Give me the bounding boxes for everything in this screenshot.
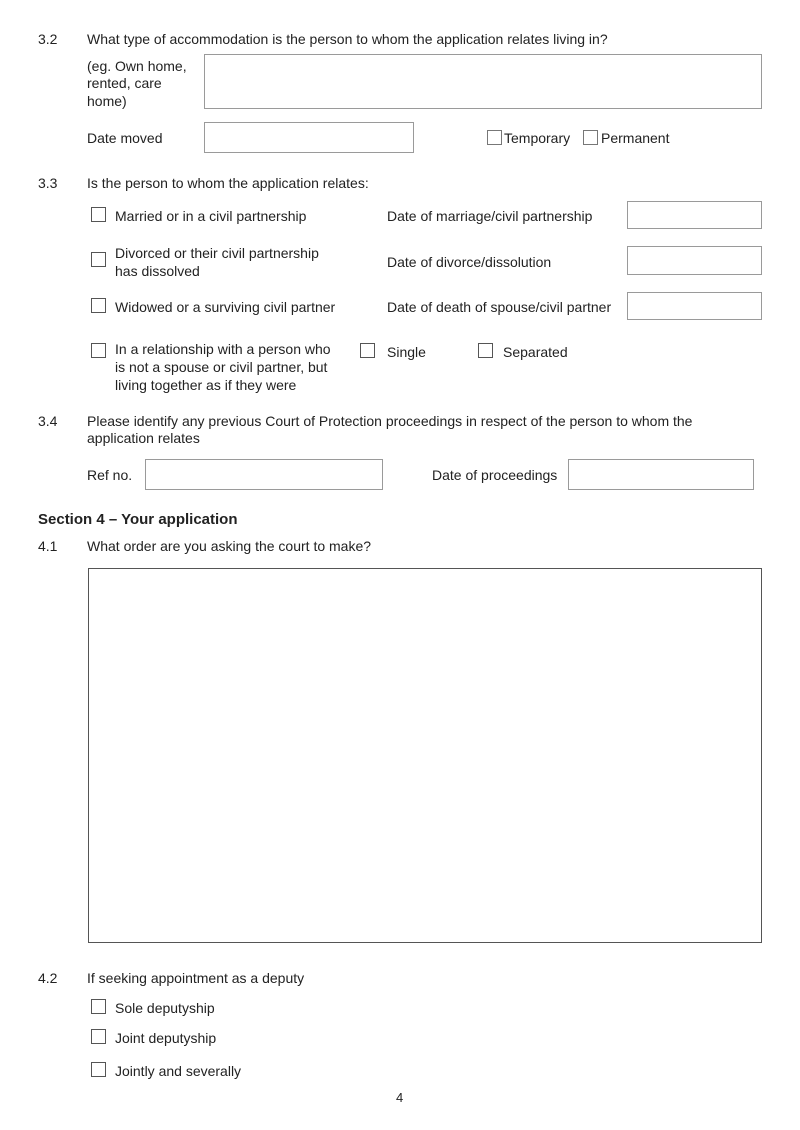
accommodation-field[interactable] bbox=[204, 54, 762, 109]
divorce-date-field[interactable] bbox=[627, 246, 762, 275]
q34-question-line2: application relates bbox=[87, 430, 200, 446]
q32-hint-line1: (eg. Own home, bbox=[87, 58, 187, 74]
date-moved-label: Date moved bbox=[87, 130, 163, 146]
relationship-label-line3: living together as if they were bbox=[115, 377, 297, 393]
q41-question: What order are you asking the court to make? bbox=[87, 538, 372, 554]
separated-label: Separated bbox=[503, 344, 568, 360]
divorced-label-line1: Divorced or their civil partnership bbox=[115, 245, 319, 261]
sole-deputyship-checkbox[interactable] bbox=[91, 999, 106, 1014]
married-label: Married or in a civil partnership bbox=[115, 208, 307, 224]
relationship-checkbox[interactable] bbox=[91, 343, 106, 358]
single-checkbox[interactable] bbox=[360, 343, 375, 358]
q34-number: 3.4 bbox=[38, 413, 58, 429]
date-moved-field[interactable] bbox=[204, 122, 414, 153]
proceedings-date-label: Date of proceedings bbox=[432, 467, 558, 483]
permanent-checkbox[interactable] bbox=[583, 130, 598, 145]
q33-number: 3.3 bbox=[38, 175, 58, 191]
q34-question-line1: Please identify any previous Court of Protection proceedings in respect of the person to whom the bbox=[87, 413, 693, 429]
joint-deputyship-label: Joint deputyship bbox=[115, 1030, 217, 1046]
q33-question: Is the person to whom the application relates: bbox=[87, 175, 369, 191]
order-requested-field[interactable] bbox=[88, 568, 762, 943]
single-label: Single bbox=[387, 344, 426, 360]
divorce-date-label: Date of divorce/dissolution bbox=[387, 254, 552, 270]
q42-number: 4.2 bbox=[38, 970, 58, 986]
death-date-label: Date of death of spouse/civil partner bbox=[387, 299, 612, 315]
death-date-field[interactable] bbox=[627, 292, 762, 320]
q41-number: 4.1 bbox=[38, 538, 58, 554]
q32-hint-line2: rented, care bbox=[87, 75, 162, 91]
q42-question: If seeking appointment as a deputy bbox=[87, 970, 305, 986]
q32-question: What type of accommodation is the person to whom the application relates living in? bbox=[87, 31, 608, 47]
widowed-checkbox[interactable] bbox=[91, 298, 106, 313]
page-number: 4 bbox=[396, 1090, 404, 1105]
marriage-date-label: Date of marriage/civil partnership bbox=[387, 208, 593, 224]
temporary-label: Temporary bbox=[504, 130, 571, 146]
relationship-label-line2: is not a spouse or civil partner, but bbox=[115, 359, 328, 375]
permanent-label: Permanent bbox=[601, 130, 670, 146]
divorced-checkbox[interactable] bbox=[91, 252, 106, 267]
separated-checkbox[interactable] bbox=[478, 343, 493, 358]
married-checkbox[interactable] bbox=[91, 207, 106, 222]
joint-deputyship-checkbox[interactable] bbox=[91, 1029, 106, 1044]
temporary-checkbox[interactable] bbox=[487, 130, 502, 145]
marriage-date-field[interactable] bbox=[627, 201, 762, 229]
q32-hint-line3: home) bbox=[87, 93, 127, 109]
proceedings-date-field[interactable] bbox=[568, 459, 754, 490]
ref-no-label: Ref no. bbox=[87, 467, 133, 483]
divorced-label-line2: has dissolved bbox=[115, 263, 200, 279]
sole-deputyship-label: Sole deputyship bbox=[115, 1000, 215, 1016]
section4-heading: Section 4 – Your application bbox=[38, 511, 238, 528]
widowed-label: Widowed or a surviving civil partner bbox=[115, 299, 336, 315]
jointly-severally-label: Jointly and severally bbox=[115, 1063, 242, 1079]
q32-number: 3.2 bbox=[38, 31, 58, 47]
jointly-severally-checkbox[interactable] bbox=[91, 1062, 106, 1077]
relationship-label-line1: In a relationship with a person who bbox=[115, 341, 331, 357]
ref-no-field[interactable] bbox=[145, 459, 383, 490]
